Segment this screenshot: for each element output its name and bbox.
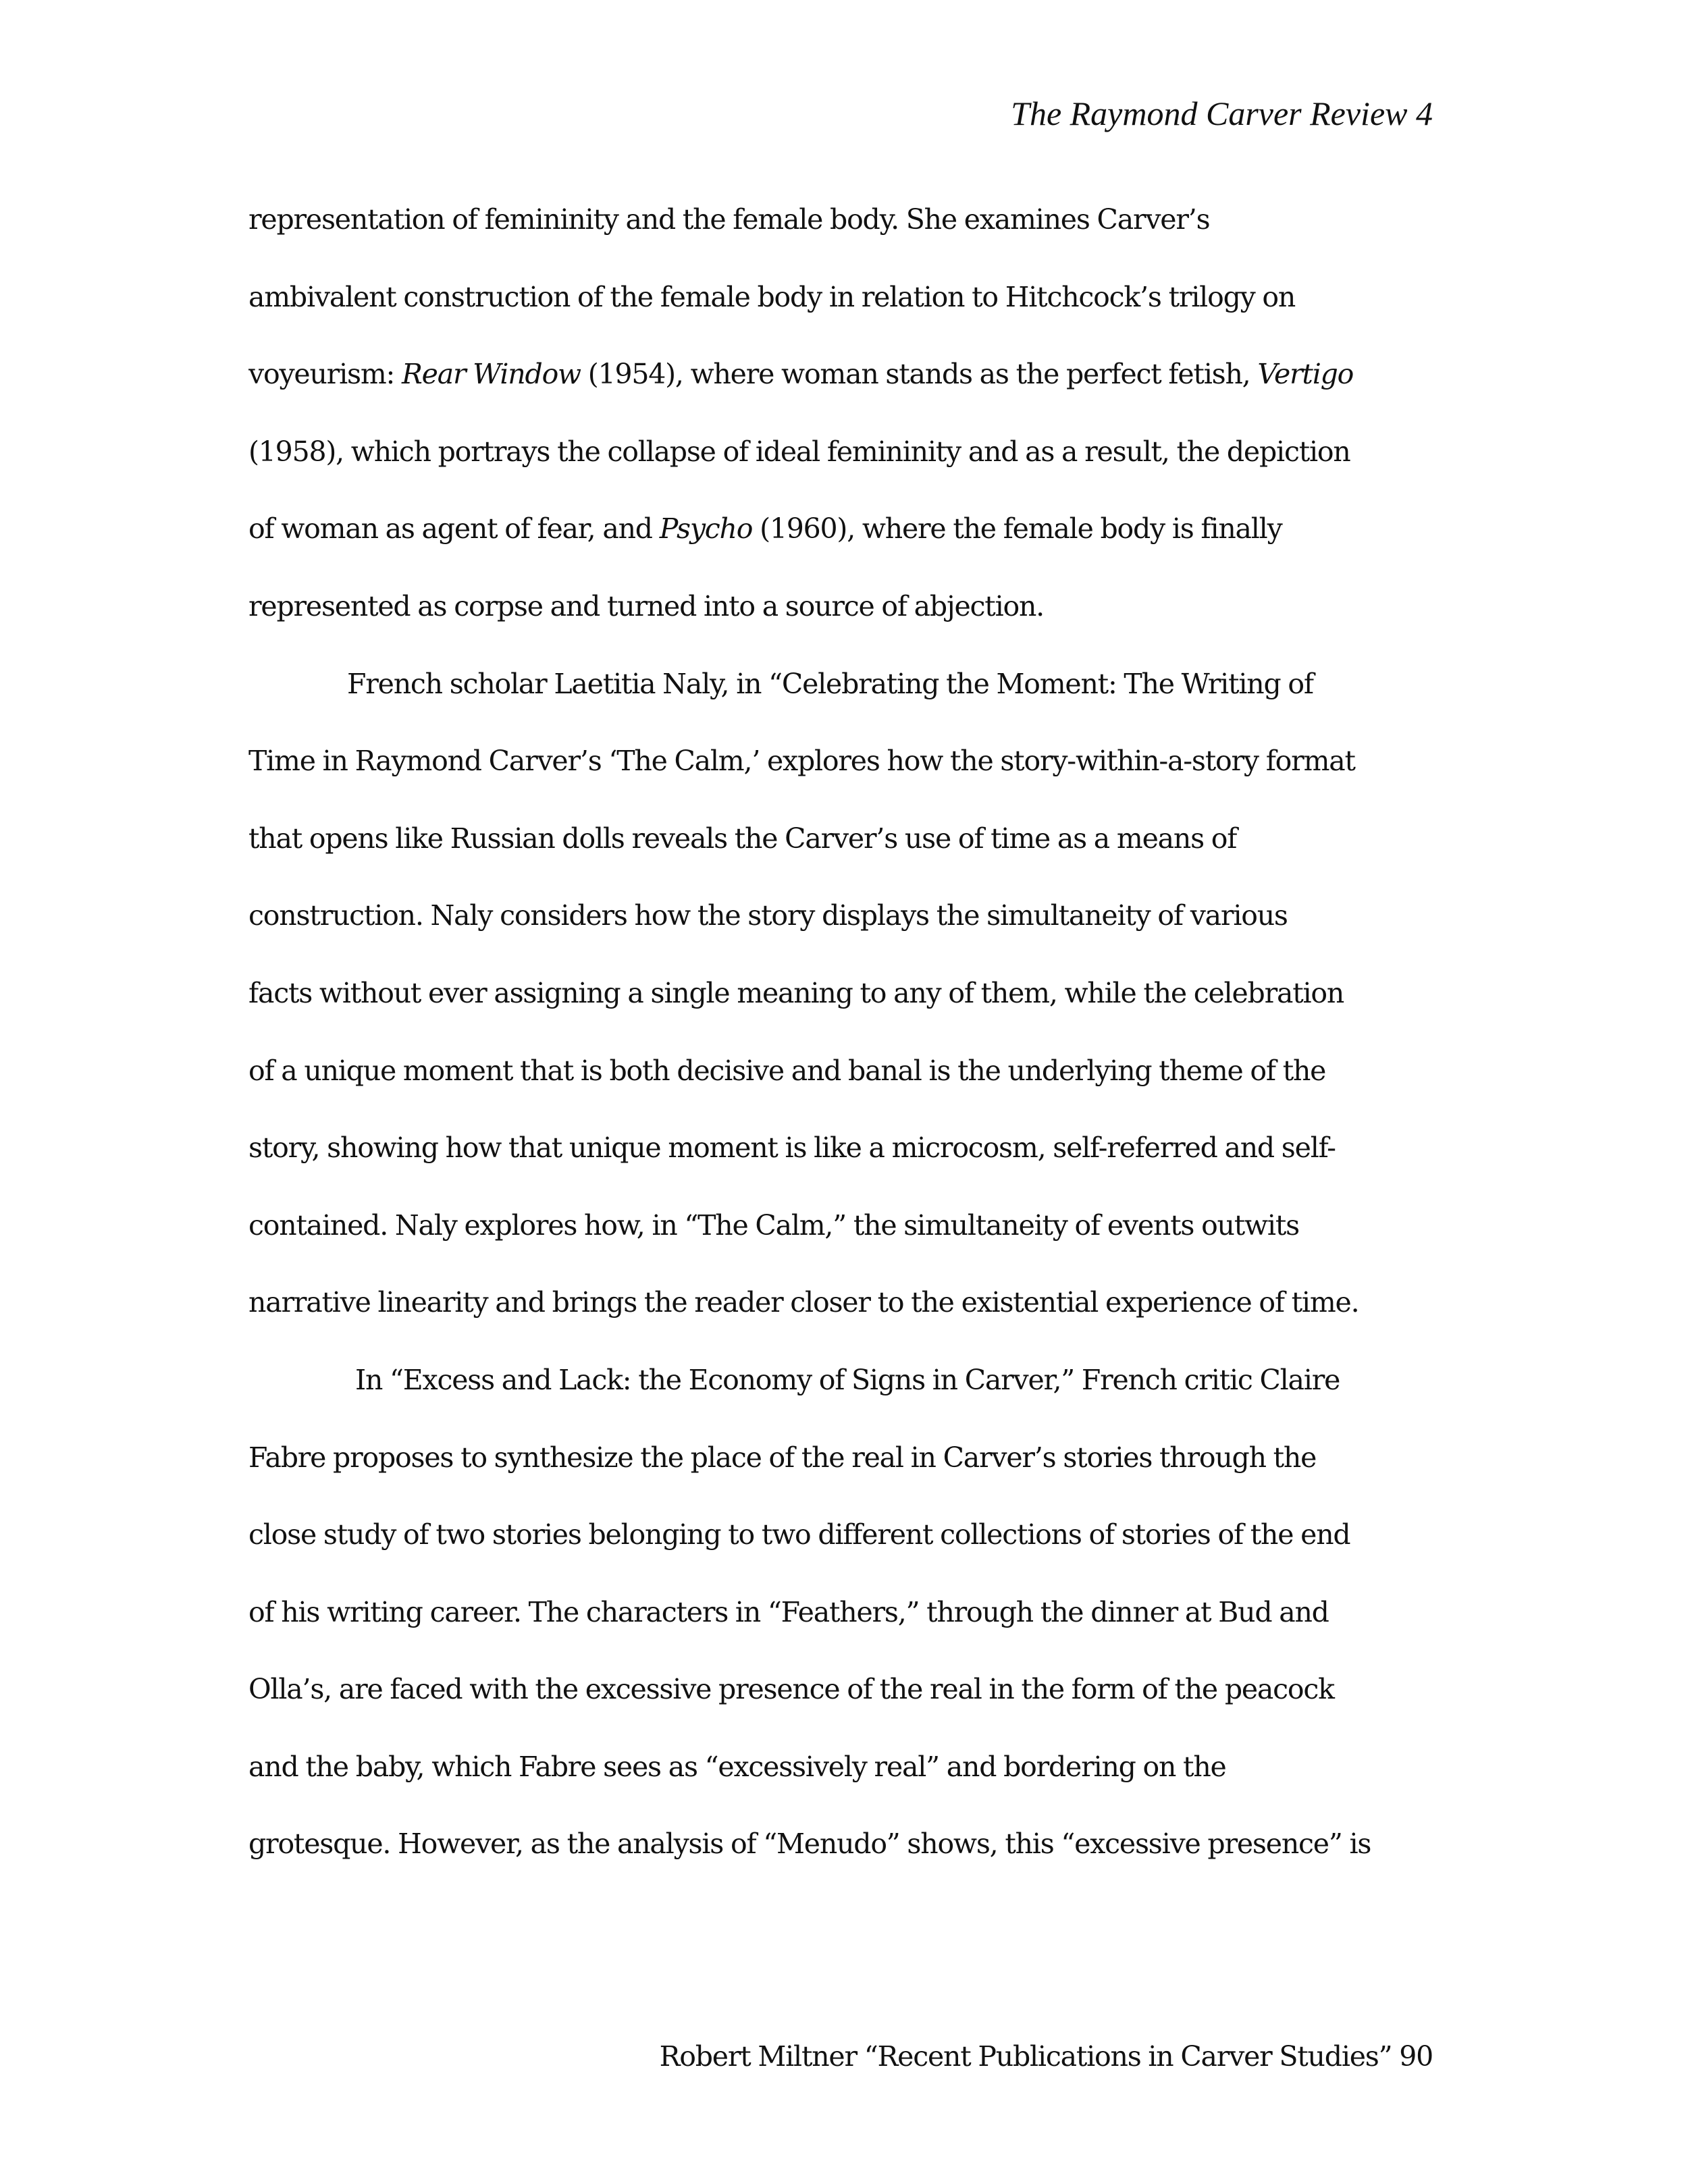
text-run: story, showing how that unique moment is like a microcosm, self-referred and self-	[248, 1131, 1336, 1165]
text-run: facts without ever assigning a single meaning to any of them, while the celebration	[248, 976, 1344, 1009]
text-line	[248, 1434, 1437, 1512]
text-line	[248, 1511, 1437, 1589]
text-run: (1954), where woman stands as the perfect fetish,	[580, 358, 1258, 391]
text-line	[248, 428, 1437, 506]
text-line	[248, 815, 1437, 893]
text-line	[248, 196, 1437, 273]
text-line	[248, 1666, 1437, 1743]
text-line	[248, 350, 1437, 428]
text-line	[248, 1279, 1437, 1356]
text-line	[248, 1589, 1437, 1666]
film-title-vertigo: Vertigo	[1257, 358, 1354, 391]
article-body	[248, 196, 1437, 1898]
text-run: of his writing career. The characters in “Feathers,” through the dinner at Bud and	[248, 1595, 1329, 1628]
film-title-rear-window: Rear Window	[401, 358, 581, 391]
text-run: close study of two stories belonging to two different collections of stories of the end	[248, 1518, 1350, 1551]
paragraph-start-line	[248, 660, 1437, 738]
running-header: The Raymond Carver Review 4	[1011, 95, 1433, 132]
text-run: In “Excess and Lack: the Economy of Signs in Carver,” French critic Claire	[355, 1363, 1340, 1396]
text-run: that opens like Russian dolls reveals the Carver’s use of time as a means of	[248, 822, 1237, 855]
text-run: of a unique moment that is both decisive and banal is the underlying theme of the	[248, 1054, 1326, 1087]
film-title-psycho: Psycho	[659, 512, 753, 545]
text-line	[248, 1820, 1437, 1898]
text-run: representation of femininity and the female body. She examines Carver’s	[248, 203, 1210, 236]
text-line	[248, 1047, 1437, 1125]
text-line	[248, 892, 1437, 969]
text-run: grotesque. However, as the analysis of “Menudo” shows, this “excessive presence” is	[248, 1828, 1371, 1861]
text-run: Olla’s, are faced with the excessive presence of the real in the form of the peacock	[248, 1673, 1334, 1706]
page-footer: Robert Miltner “Recent Publications in Carver Studies” 90	[659, 2040, 1433, 2073]
text-run: voyeurism:	[248, 358, 402, 391]
text-run: contained. Naly explores how, in “The Calm,” the simultaneity of events outwits	[248, 1208, 1299, 1242]
paragraph-start-line	[248, 1356, 1437, 1434]
text-line	[248, 737, 1437, 815]
text-run: of woman as agent of fear, and	[248, 512, 660, 545]
text-line	[248, 273, 1437, 351]
text-run: French scholar Laetitia Naly, in “Celebrating the Moment: The Writing of	[347, 667, 1313, 700]
text-run: Fabre proposes to synthesize the place of the real in Carver’s stories through the	[248, 1441, 1317, 1474]
text-run: represented as corpse and turned into a source of abjection.	[248, 589, 1045, 622]
text-line	[248, 1124, 1437, 1202]
text-line	[248, 1202, 1437, 1279]
text-run: ambivalent construction of the female body in relation to Hitchcock’s trilogy on	[248, 280, 1296, 313]
text-run: construction. Naly considers how the story displays the simultaneity of various	[248, 899, 1288, 932]
text-line	[248, 583, 1437, 660]
text-run: (1960), where the female body is finally	[752, 512, 1282, 545]
text-run: narrative linearity and brings the reader closer to the existential experience of time.	[248, 1286, 1359, 1319]
text-run: Time in Raymond Carver’s ‘The Calm,’ explores how the story-within-a-story format	[248, 745, 1355, 778]
text-run: (1958), which portrays the collapse of ideal femininity and as a result, the depiction	[248, 435, 1350, 468]
text-run: and the baby, which Fabre sees as “excessively real” and bordering on the	[248, 1750, 1226, 1783]
text-line	[248, 505, 1437, 583]
text-line	[248, 1743, 1437, 1821]
text-line	[248, 969, 1437, 1047]
